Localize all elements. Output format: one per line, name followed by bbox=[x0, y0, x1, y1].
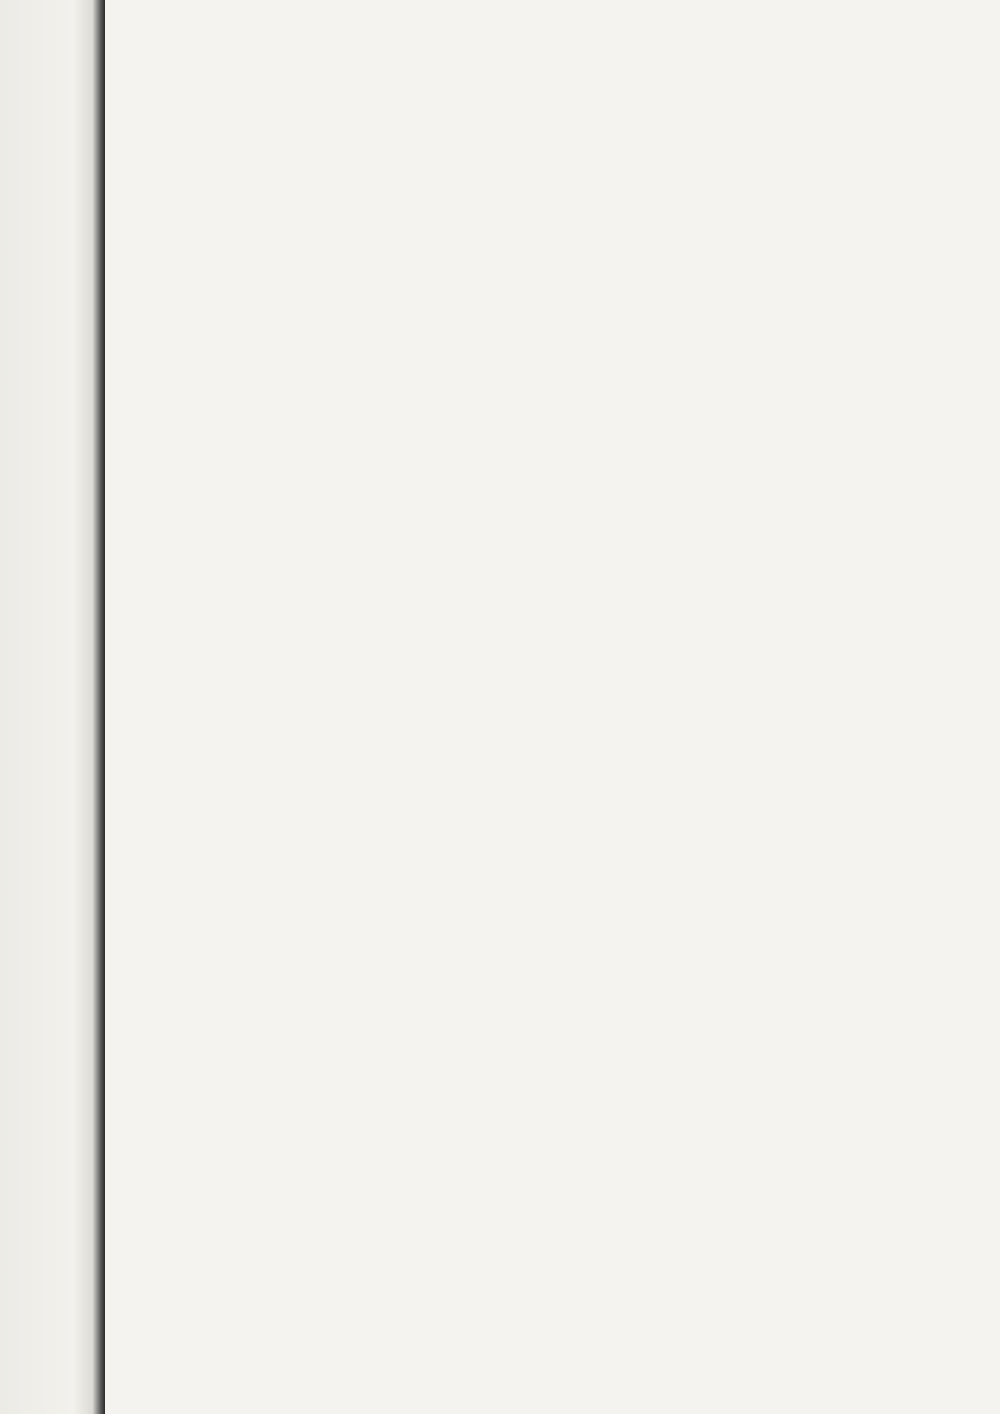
running-head bbox=[118, 30, 938, 60]
facing-page-margin bbox=[0, 0, 105, 1414]
page bbox=[118, 30, 938, 72]
